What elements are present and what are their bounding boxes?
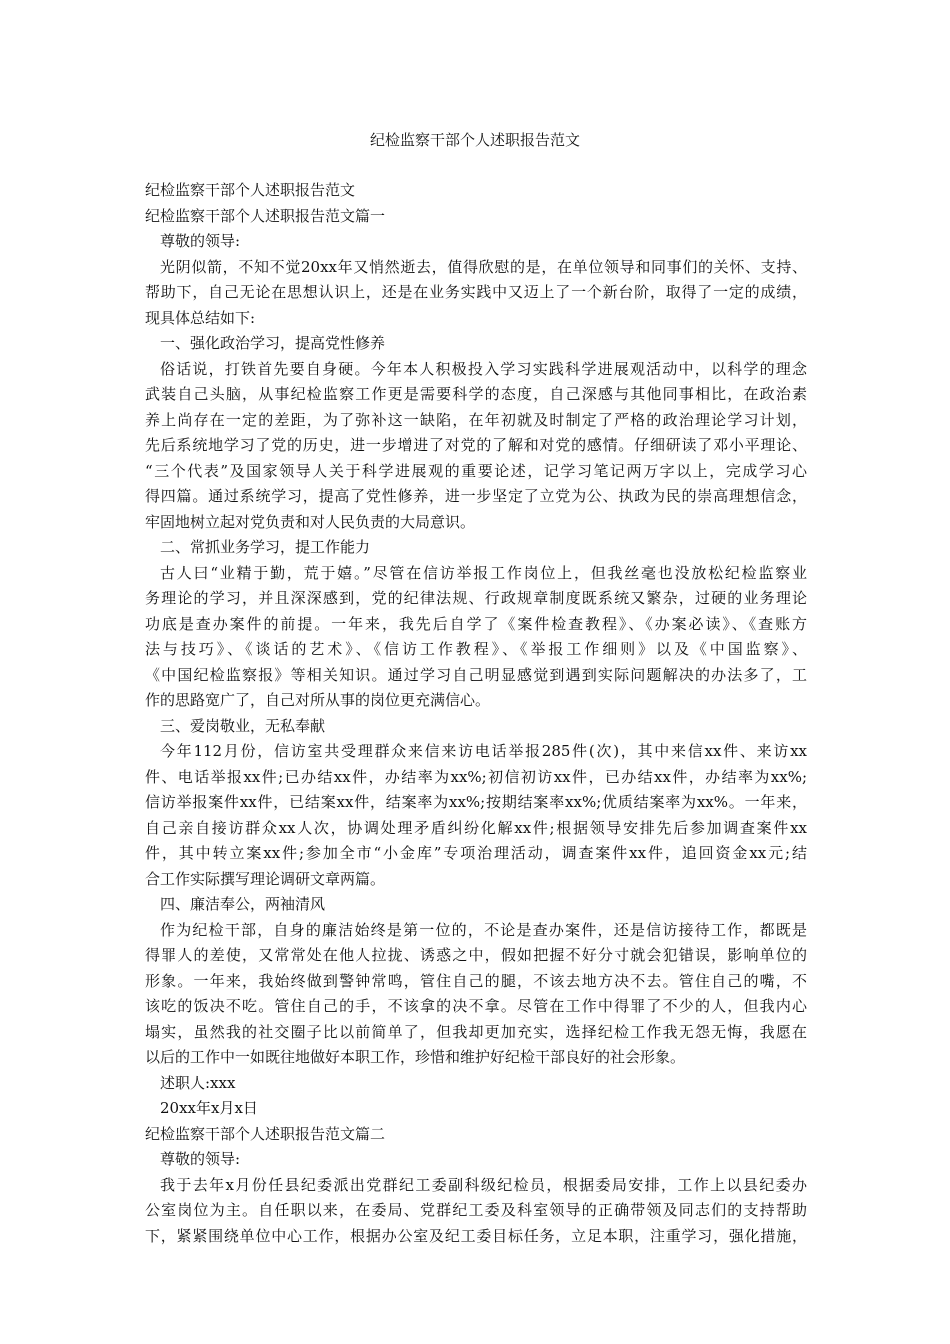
text-line: 得罪人的差使，又常常处在他人拉拢、诱惑之中，假如把握不好分寸就会犯错误，影响单位的 bbox=[145, 946, 807, 964]
text-line: 自己亲自接访群众xx人次，协调处理矛盾纠纷化解xx件;根据领导安排先后参加调查案件xx bbox=[145, 818, 807, 837]
text-line: 帮助下，自己无论在思想认识上，还是在业务实践中又迈上了一个新台阶，取得了一定的成绩， bbox=[145, 283, 807, 301]
text-line: 作为纪检干部，自身的廉洁始终是第一位的，不论是查办案件，还是信访接待工作，都既是 bbox=[160, 920, 807, 939]
text-line: 纪检监察干部个人述职报告范文 bbox=[145, 181, 356, 199]
text-line: 件，其中转立案xx件;参加全市“小金库”专项治理活动，调查案件xx件，追回资金xx元;结 bbox=[145, 844, 807, 862]
text-line: 件、电话举报xx件;已办结xx件，办结率为xx%;初信初访xx件，已办结xx件，办结率为xx%; bbox=[145, 767, 807, 786]
text-line: 光阴似箭，不知不觉20xx年又悄然逝去，值得欣慰的是，在单位领导和同事们的关怀、支持、 bbox=[160, 257, 807, 276]
text-line: 四、廉洁奉公，两袖清风 bbox=[160, 895, 326, 913]
text-line: 下，紧紧围绕单位中心工作，根据办公室及纪工委目标任务，立足本职，注重学习，强化措施， bbox=[145, 1226, 807, 1245]
document-body bbox=[145, 178, 807, 1249]
text-line: 今年112月份，信访室共受理群众来信来访电话举报285件(次)，其中来信xx件、来访xx bbox=[160, 742, 807, 760]
text-line: 俗话说，打铁首先要自身硬。今年本人积极投入学习实践科学进展观活动中，以科学的理念 bbox=[160, 359, 807, 378]
text-line: 公室岗位为主。自任职以来，在委局、党群纪工委及科室领导的正确带领及同志们的支持帮助 bbox=[145, 1201, 807, 1219]
text-line: 现具体总结如下: bbox=[145, 308, 256, 327]
document-title: 纪检监察干部个人述职报告范文 bbox=[369, 131, 580, 149]
text-line: 养上尚存在一定的差距，为了弥补这一缺陷，在年初就及时制定了严格的政治理论学习计划， bbox=[145, 410, 807, 429]
text-line: 我于去年x月份任县纪委派出党群纪工委副科级纪检员，根据委局安排，工作上以县纪委办 bbox=[160, 1175, 807, 1194]
text-line: 先后系统地学习了党的历史，进一步增进了对党的了解和对党的感情。仔细研读了邓小平理论、 bbox=[145, 436, 807, 454]
text-line: 三、爱岗敬业，无私奉献 bbox=[160, 716, 326, 735]
text-line: 作的思路宽广了，自己对所从事的岗位更充满信心。 bbox=[145, 691, 491, 709]
text-line: 二、常抓业务学习，提工作能力 bbox=[160, 538, 371, 556]
text-line: 该吃的饭决不吃。管住自己的手，不该拿的决不拿。尽管在工作中得罪了不少的人，但我内心 bbox=[145, 997, 807, 1015]
text-line: 功底是查办案件的前提。一年来，我先后自学了《案件检查教程》、《办案必读》、《查账方 bbox=[145, 614, 807, 633]
text-line: 古人曰“业精于勤，荒于嬉。”尽管在信访举报工作岗位上，但我丝毫也没放松纪检监察业 bbox=[160, 563, 807, 582]
text-line: 合工作实际撰写理论调研文章两篇。 bbox=[145, 869, 386, 888]
text-line: 信访举报案件xx件，已结案xx件，结案率为xx%;按期结案率xx%;优质结案率为xx%。一年来， bbox=[145, 793, 807, 811]
text-line: 一、强化政治学习，提高党性修养 bbox=[160, 334, 386, 352]
text-line: 述职人:xxx bbox=[160, 1073, 236, 1092]
text-line: 得四篇。通过系统学习，提高了党性修养，进一步坚定了立党为公、执政为民的崇高理想信念， bbox=[145, 487, 807, 505]
text-line: 以后的工作中一如既往地做好本职工作，珍惜和维护好纪检干部良好的社会形象。 bbox=[145, 1048, 686, 1066]
text-line: 尊敬的领导: bbox=[160, 232, 241, 250]
text-line: 纪检监察干部个人述职报告范文篇二 bbox=[145, 1124, 386, 1143]
text-line: 塌实，虽然我的社交圈子比以前简单了，但我却更加充实，选择纪检工作我无怨无悔，我愿在 bbox=[145, 1022, 807, 1041]
text-line: 形象。一年来，我始终做到警钟常鸣，管住自己的腿，不该去地方决不去。管住自己的嘴，不 bbox=[145, 971, 807, 990]
text-line: 武装自己头脑，从事纪检监察工作更是需要科学的态度，自己深感与其他同事相比，在政治素 bbox=[145, 385, 807, 403]
text-line: 20xx年x月x日 bbox=[160, 1099, 258, 1117]
text-line: 法与技巧》、《谈话的艺术》、《信访工作教程》、《举报工作细则》以及《中国监察》、 bbox=[145, 640, 807, 658]
text-line: 务理论的学习，并且深深感到，党的纪律法规、行政规章制度既系统又繁杂，过硬的业务理论 bbox=[145, 589, 807, 607]
text-line: 《中国纪检监察报》等相关知识。通过学习自己明显感觉到遇到实际问题解决的办法多了，工 bbox=[145, 665, 807, 684]
text-line: 牢固地树立起对党负责和对人民负责的大局意识。 bbox=[145, 512, 476, 531]
text-line: 纪检监察干部个人述职报告范文篇一 bbox=[145, 206, 386, 225]
text-line: “三个代表”及国家领导人关于科学进展观的重要论述，记学习笔记两万字以上，完成学习心 bbox=[145, 461, 807, 480]
text-line: 尊敬的领导: bbox=[160, 1150, 241, 1168]
